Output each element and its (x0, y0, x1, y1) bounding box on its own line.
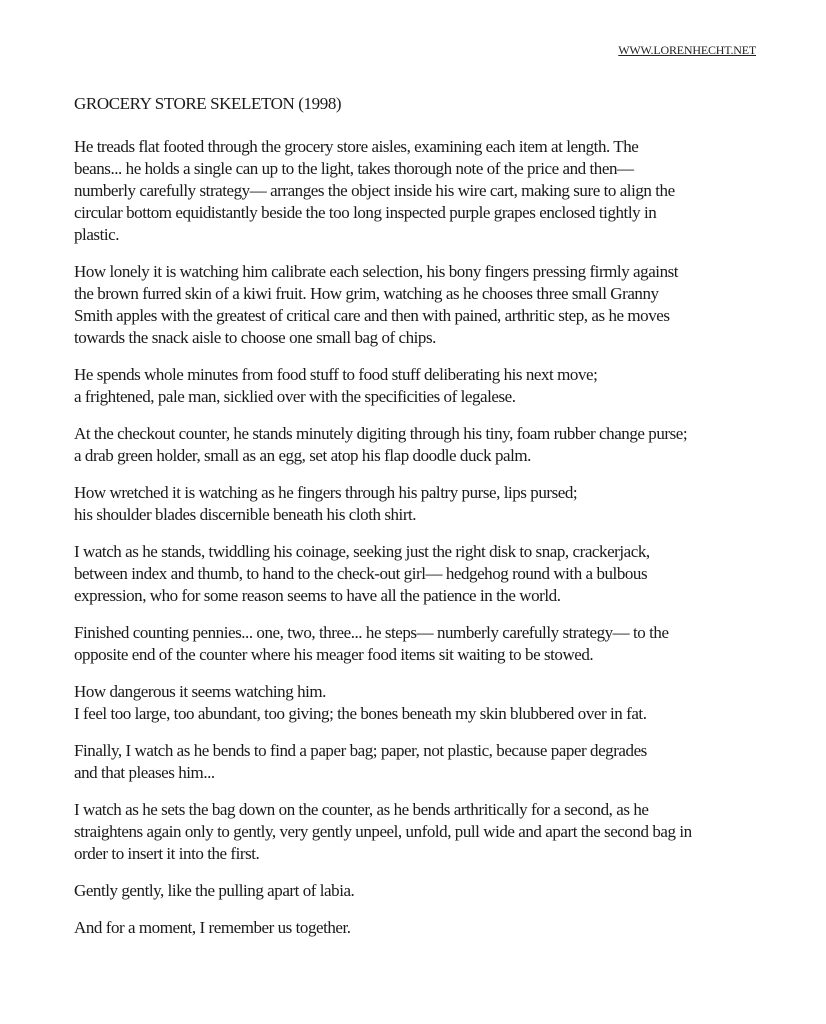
paragraph (74, 423, 774, 467)
text-line: How wretched it is watching as he fingers through his paltry purse, lips pursed; (74, 483, 578, 502)
text-line: order to insert it into the first. (74, 844, 260, 863)
text-line: between index and thumb, to hand to the check-out girl— hedgehog round with a bulbous (74, 564, 648, 583)
text-line: At the checkout counter, he stands minutely digiting through his tiny, foam rubber change purse; (74, 424, 688, 443)
text-line: I watch as he stands, twiddling his coinage, seeking just the right disk to snap, crackerjack, (74, 542, 650, 561)
text-line: How lonely it is watching him calibrate each selection, his bony fingers pressing firmly against (74, 262, 679, 281)
text-line: numberly carefully strategy— arranges the object inside his wire cart, making sure to align the (74, 181, 675, 200)
text-line: And for a moment, I remember us together. (74, 918, 351, 937)
text-line: his shoulder blades discernible beneath his cloth shirt. (74, 505, 417, 524)
paragraph (74, 917, 774, 939)
text-line: beans... he holds a single can up to the light, takes thorough note of the price and then— (74, 159, 634, 178)
text-line: a drab green holder, small as an egg, set atop his flap doodle duck palm. (74, 446, 531, 465)
text-line: opposite end of the counter where his meager food items sit waiting to be stowed. (74, 645, 594, 664)
text-line: circular bottom equidistantly beside the too long inspected purple grapes enclosed tightly in (74, 203, 657, 222)
text-line: Gently gently, like the pulling apart of labia. (74, 881, 355, 900)
paragraph (74, 541, 774, 607)
text-line: expression, who for some reason seems to have all the patience in the world. (74, 586, 561, 605)
text-line: towards the snack aisle to choose one small bag of chips. (74, 328, 436, 347)
text-line: a frightened, pale man, sicklied over with the specificities of legalese. (74, 387, 516, 406)
paragraph (74, 482, 774, 526)
paragraph (74, 261, 774, 349)
text-line: He spends whole minutes from food stuff to food stuff deliberating his next move; (74, 365, 598, 384)
text-line: How dangerous it seems watching him. (74, 682, 326, 701)
text-line: Finally, I watch as he bends to find a paper bag; paper, not plastic, because paper degrades (74, 741, 647, 760)
paragraph (74, 799, 774, 865)
paragraph (74, 740, 774, 784)
text-line: straightens again only to gently, very gently unpeel, unfold, pull wide and apart the second bag in (74, 822, 692, 841)
text-line: I watch as he sets the bag down on the counter, as he bends arthritically for a second, as he (74, 800, 649, 819)
paragraph (74, 364, 774, 408)
text-line: Finished counting pennies... one, two, three... he steps— numberly carefully strategy— to the (74, 623, 669, 642)
text-line: the brown furred skin of a kiwi fruit. How grim, watching as he chooses three small Granny (74, 284, 659, 303)
text-line: and that pleases him... (74, 763, 215, 782)
paragraph (74, 136, 774, 246)
paragraph (74, 622, 774, 666)
poem-title: GROCERY STORE SKELETON (1998) (74, 94, 342, 113)
site-link[interactable]: WWW.LORENHECHT.NET (618, 43, 756, 57)
text-line: Smith apples with the greatest of critical care and then with pained, arthritic step, as he moves (74, 306, 670, 325)
text-line: He treads flat footed through the grocery store aisles, examining each item at length. The (74, 137, 639, 156)
paragraph (74, 880, 774, 902)
text-line: I feel too large, too abundant, too giving; the bones beneath my skin blubbered over in fat. (74, 704, 647, 723)
paragraph (74, 681, 774, 725)
poem-body (74, 136, 774, 954)
text-line: plastic. (74, 225, 120, 244)
